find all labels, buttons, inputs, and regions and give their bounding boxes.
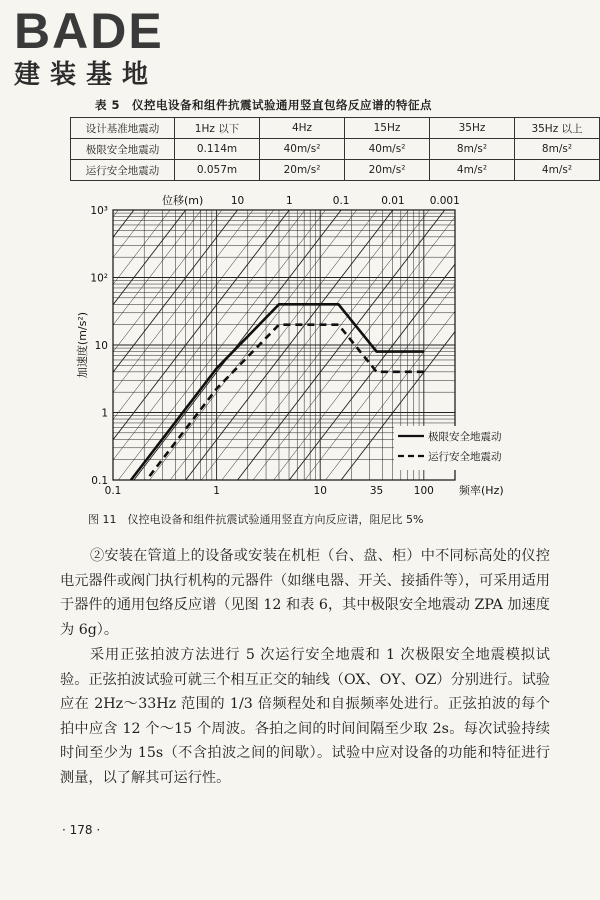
table-header-cell: 15Hz	[345, 118, 430, 139]
displacement-tick-label: 0.1	[332, 195, 350, 207]
displacement-line	[82, 190, 486, 433]
y-tick-label: 0.1	[91, 475, 108, 487]
y-tick-label: 1	[101, 407, 108, 420]
table-header-cell: 35Hz	[430, 118, 515, 139]
x-tick-label: 100	[413, 485, 434, 497]
x-tick-label: 35	[369, 485, 384, 497]
table-cell: 4m/s²	[430, 160, 515, 181]
legend-label: 极限安全地震动	[428, 431, 502, 443]
displacement-line	[82, 190, 486, 258]
legend-label: 运行安全地震动	[428, 451, 502, 463]
table-header-cell: 1Hz 以下	[175, 118, 260, 139]
table-cell: 8m/s²	[515, 139, 600, 160]
table-caption: 表 5 仪控电设备和组件抗震试验通用竖直包络反应谱的特征点	[95, 98, 433, 112]
table-cell: 极限安全地震动	[71, 139, 175, 160]
displacement-tick-label: 10	[230, 195, 245, 207]
y-tick-label: 10	[94, 340, 108, 352]
series-group	[113, 304, 424, 510]
displacement-tick-label: 1	[285, 195, 293, 207]
paragraph: ②安装在管道上的设备或安装在机柜（台、盘、柜）中不同标高处的仪控电元器件或阀门执行机构的元器件（如继电器、开关、接插件等），可采用适用于器件的通用包络反应谱（见图 12 和表 6，其中极限安全地震动 ZPA 加速度为 6g）。	[60, 548, 550, 638]
figure-caption: 图 11 仪控电设备和组件抗震试验通用竖直方向反应谱，阻尼比 5%	[88, 513, 424, 526]
x-axis-label: 频率(Hz)	[459, 484, 504, 497]
table-cell: 4m/s²	[515, 160, 600, 181]
table-cell: 40m/s²	[260, 139, 345, 160]
table-row	[71, 139, 600, 160]
chart-svg	[0, 190, 600, 510]
y-axis-label: 加速度(m/s²)	[76, 311, 89, 379]
table-cell: 0.114m	[175, 139, 260, 160]
table-header-cell: 设计基准地震动	[71, 118, 175, 139]
paragraph: 采用正弦拍波方法进行 5 次运行安全地震和 1 次极限安全地震模拟试验。正弦拍波试验可就三个相互正交的轴线（OX、OY、OZ）分别进行。试验应在 2Hz～33Hz 范围的 1/3 倍频程处和自振频率处进行。正弦拍波的每个拍中应含 12 个～15 个周波。各拍之间的时间间隔至少取 2s。每次试验持续时间至少为 15s（不含拍波之间的间歇）。试验中应对设备的功能和特征进行测量，以了解其可运行性。	[60, 647, 550, 786]
logo-brand: BADE	[14, 3, 164, 59]
table-header-cell: 35Hz 以上	[515, 118, 600, 139]
x-tick-label: 1	[213, 485, 220, 497]
page-number: · 178 ·	[62, 823, 101, 837]
displacement-line	[82, 190, 486, 278]
logo-subtitle: 建装基地	[14, 60, 159, 90]
table-header-row	[71, 118, 600, 139]
table-row	[71, 160, 600, 181]
table-cell: 20m/s²	[260, 160, 345, 181]
top-axis-label: 位移(m)	[162, 194, 204, 207]
displacement-tick-label: 0.001	[429, 195, 460, 207]
table-cell: 8m/s²	[430, 139, 515, 160]
table-cell: 20m/s²	[345, 160, 430, 181]
x-tick-label: 0.1	[104, 485, 122, 497]
y-tick-label: 10³	[90, 205, 108, 217]
displacement-line	[82, 271, 486, 510]
table-header-cell: 4Hz	[260, 118, 345, 139]
table-cell: 40m/s²	[345, 139, 430, 160]
spectrum-table	[70, 117, 600, 181]
logo	[14, 3, 164, 90]
displacement-line	[82, 190, 486, 413]
table-cell: 0.057m	[175, 160, 260, 181]
response-spectrum-chart	[0, 190, 600, 510]
table-cell: 运行安全地震动	[71, 160, 175, 181]
displacement-tick-label: 0.01	[381, 195, 405, 207]
x-tick-label: 10	[313, 485, 327, 497]
y-tick-label: 10²	[90, 272, 108, 285]
